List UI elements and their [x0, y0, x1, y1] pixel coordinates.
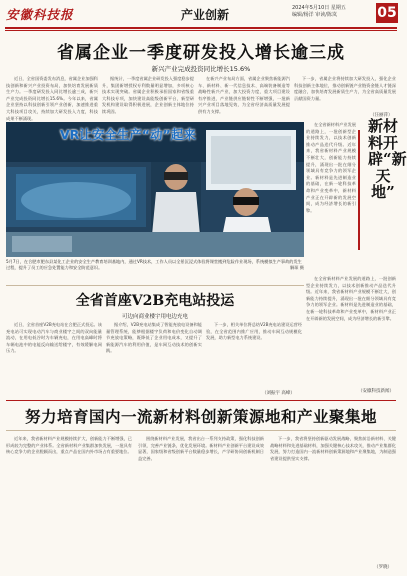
section-divider	[6, 400, 396, 401]
article3-column-2: 围绕新材料产业发展，我省出台一系列支持政策，强化科技创新引领，完善产业链条，优化发展环境。新材料产业创新平台建设成效显著，国家级和省级创新平台数量稳步增长，产学研协同创新机制日益完善。	[138, 436, 264, 461]
photo-overlay-title: VR让安全生产“动”起来	[60, 127, 196, 142]
article1-column-1: 近日，全省国资委发布消息，省属企业加强科技创新和新兴产业投资布局，加快培育发展新质生产力。一季度研发投入同比增长逾三成，新兴产业完成投资同比增长15.6%。今年以来，省属企业坚持以科技创新引领产业创新，加速推进重大科技项目攻关，持续加大研发投入力度，科技成果不断涌现。	[6, 76, 98, 121]
article1-column-2: 据统计，一季度省属企业研发投入强度稳步提升，集团新增授权专利数量明显增加，多项核心技术实现突破。省属企业积极承担国家和省级重大科技专项，加快建设高能级创新平台，新型研发机构建设取得积极进展，企业创新主体地位持续巩固。	[102, 76, 194, 114]
section-title: 产业创新	[181, 8, 230, 22]
editor-line: 编辑/杨洋 审读/陈岚	[292, 12, 337, 18]
page-number: 05	[377, 5, 397, 21]
article3-column-1: 近年来，我省新材料产业规模持续扩大，创新能力不断增强，已形成较为完整的产业体系。全省新材料产业集群加快发展，一批具有核心竞争力的企业脱颖而出，重点产品在国内外市场占有重要地位。	[6, 436, 132, 455]
masthead-rule-thin	[5, 30, 397, 31]
article2-column-2: 据介绍，V2B充电站集成了智能充放电设备和能量管理系统，能够根据楼宇负荷和电价变化自动调节充放电策略，既降低了企业用电成本，又提升了新能源汽车的利用价值，是车网互动技术的创新实践。	[106, 322, 202, 354]
article1-column-4: 下一步，省属企业将持续加大研发投入，强化企业科技创新主体地位，推动创新链产业链资金链人才链深度融合，加快培育发展新质生产力，为全省高质量发展贡献国资力量。	[294, 76, 396, 101]
article2-column-3: 下一步，相关单位将总结V2B充电站建设运营经验，在全省范围内推广应用，推动车网互动规模化发展，助力新型电力系统建设。	[206, 322, 302, 341]
issue-date: 2024年5月10日 星期五	[292, 5, 346, 11]
article3-column-3: 下一步，我省将坚持创新驱动发展战略，聚焦前沿新材料、关键战略材料和先进基础材料，加强关键核心技术攻关，推动产业集群化发展，努力打造国内一流新材料创新策源地和产业聚集地，为制造强省建设提供坚实支撑。	[270, 436, 396, 461]
article3-headline: 努力培育国内一流新材料创新策源地和产业聚集地	[24, 407, 377, 426]
article1-byline: （汪丽萍）	[370, 113, 393, 118]
side-feature-title: 新材料开辟“新天地”	[368, 117, 407, 201]
photo-caption-text: 5月7日，在合肥市肥东县某化工企业的安全生产教育培训基地内，通过VR技术，工作人员以全景沉浸式体验将课堂搬到危险作业现场，系统模拟生产事故的发生过程，提升了员工的应急处置能力和安全防范意识。	[6, 259, 302, 270]
article2-byline: （刘振宇 高峰）	[262, 391, 295, 396]
side-feature-bar	[358, 130, 360, 250]
article2-headline: 全省首座V2B充电站投运	[75, 293, 235, 309]
side-feature-body-top: 在全省新材料产业发展的道路上，一批创新型企业持续发力，以技术创新推动产品迭代升级。近年来，我省新材料产业规模不断壮大，创新能力持续提升，涌现出一批在细分领域具有竞争力的领军企业。新材料是先进制造业的基础，在新一轮科技革命和产业变革中，新材料产业正在开辟新的发展空间，成为经济增长的新引擎。	[306, 122, 356, 213]
masthead-rule	[5, 27, 397, 29]
article2-subhead: 可边向商业楼宇用电边充电	[121, 314, 188, 320]
article3-rule	[6, 430, 396, 431]
photo-credit: 解琛 摄	[290, 265, 304, 270]
side-feature-body: 在全省新材料产业发展的道路上，一批创新型企业持续发力，以技术创新推动产品迭代升级。近年来，我省新材料产业规模不断壮大，创新能力持续提升，涌现出一批在细分领域具有竞争力的领军企业。新材料是先进制造业的基础，在新一轮科技革命和产业变革中，新材料产业正在开辟新的发展空间，成为经济增长的新引擎。	[306, 276, 396, 321]
article1-subhead: 新兴产业完成投资同比增长15.6%	[151, 65, 251, 73]
issue-info	[292, 5, 346, 19]
article2-column-1: 近日，全省首座V2B充电站在合肥正式投运。该充电站可实现电动汽车与商业楼宇之间的双向能量流动，在用电低谷时为车辆充电，在用电高峰时将车辆电池中的电能反向输送给楼宇，有效缓解电网压力。	[6, 322, 102, 354]
divider	[6, 285, 304, 286]
newspaper-logo: 安徽科技报	[6, 7, 74, 22]
article1-headline: 省属企业一季度研发投入增长逾三成	[57, 43, 345, 63]
side-feature-byline: （安徽科技新闻）	[358, 389, 394, 394]
article1-column-3: 在新兴产业布局方面，省属企业聚焦新能源汽车、新材料、新一代信息技术、高端装备制造等战略性新兴产业，加大投资力度，重大项目建设有序推进，产业链供应链韧性不断增强，一批新兴产业项目落地见效，为全省经济高质量发展提供有力支撑。	[198, 76, 290, 114]
photo-caption	[6, 259, 304, 271]
article3-byline: （罗晓）	[374, 565, 392, 570]
